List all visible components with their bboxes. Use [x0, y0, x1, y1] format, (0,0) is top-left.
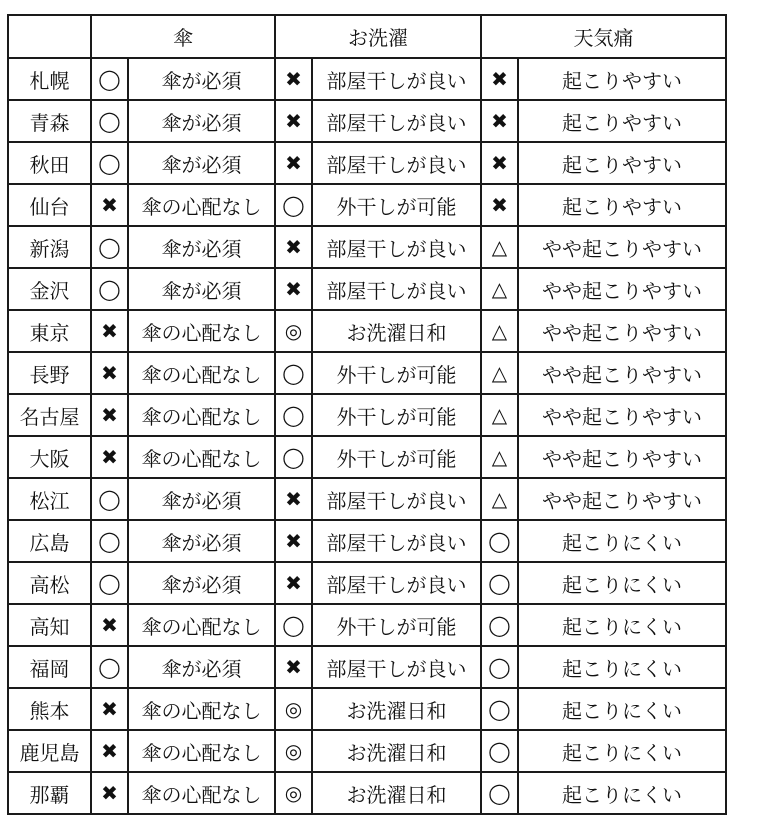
headache-text: 起こりやすい — [518, 100, 726, 142]
headache-text: 起こりにくい — [518, 688, 726, 730]
headache-text: やや起こりやすい — [518, 268, 726, 310]
laundry-mark-icon: ◎ — [275, 730, 312, 772]
laundry-mark-icon: ◯ — [275, 604, 312, 646]
laundry-text: 部屋干しが良い — [312, 100, 481, 142]
umbrella-text: 傘の心配なし — [128, 604, 275, 646]
laundry-text: 部屋干しが良い — [312, 226, 481, 268]
laundry-text: 外干しが可能 — [312, 352, 481, 394]
laundry-text: 外干しが可能 — [312, 436, 481, 478]
headache-mark-icon: △ — [481, 352, 518, 394]
umbrella-text: 傘が必須 — [128, 142, 275, 184]
headache-mark-icon: ✖ — [481, 142, 518, 184]
laundry-text: お洗濯日和 — [312, 310, 481, 352]
headache-mark-icon: ◯ — [481, 688, 518, 730]
umbrella-text: 傘の心配なし — [128, 394, 275, 436]
laundry-mark-icon: ✖ — [275, 562, 312, 604]
headache-text: やや起こりやすい — [518, 226, 726, 268]
table-row — [8, 184, 726, 226]
laundry-text: 部屋干しが良い — [312, 268, 481, 310]
city-cell: 鹿児島 — [8, 730, 91, 772]
umbrella-text: 傘の心配なし — [128, 730, 275, 772]
laundry-mark-icon: ✖ — [275, 268, 312, 310]
headache-mark-icon: ◯ — [481, 604, 518, 646]
umbrella-mark-icon: ◯ — [91, 520, 128, 562]
umbrella-mark-icon: ◯ — [91, 226, 128, 268]
table-row — [8, 226, 726, 268]
laundry-mark-icon: ◎ — [275, 688, 312, 730]
headache-text: やや起こりやすい — [518, 394, 726, 436]
laundry-mark-icon: ✖ — [275, 100, 312, 142]
table-row — [8, 436, 726, 478]
headache-text: 起こりにくい — [518, 646, 726, 688]
city-cell: 高松 — [8, 562, 91, 604]
headache-text: やや起こりやすい — [518, 478, 726, 520]
headache-mark-icon: △ — [481, 478, 518, 520]
umbrella-mark-icon: ✖ — [91, 772, 128, 814]
city-cell: 那覇 — [8, 772, 91, 814]
umbrella-text: 傘が必須 — [128, 520, 275, 562]
umbrella-text: 傘の心配なし — [128, 184, 275, 226]
umbrella-mark-icon: ✖ — [91, 730, 128, 772]
headache-text: 起こりやすい — [518, 142, 726, 184]
table-row — [8, 520, 726, 562]
headache-text: やや起こりやすい — [518, 352, 726, 394]
laundry-text: 部屋干しが良い — [312, 58, 481, 100]
headache-mark-icon: △ — [481, 436, 518, 478]
city-cell: 広島 — [8, 520, 91, 562]
table-row — [8, 142, 726, 184]
umbrella-mark-icon: ✖ — [91, 310, 128, 352]
table-row — [8, 478, 726, 520]
city-cell: 青森 — [8, 100, 91, 142]
laundry-text: 外干しが可能 — [312, 394, 481, 436]
headache-text: 起こりにくい — [518, 604, 726, 646]
laundry-text: 部屋干しが良い — [312, 478, 481, 520]
forecast-table — [7, 14, 727, 815]
table-row — [8, 394, 726, 436]
laundry-mark-icon: ◯ — [275, 184, 312, 226]
umbrella-text: 傘が必須 — [128, 58, 275, 100]
city-cell: 福岡 — [8, 646, 91, 688]
table-header-row — [8, 15, 726, 58]
city-cell: 東京 — [8, 310, 91, 352]
headache-text: 起こりにくい — [518, 562, 726, 604]
table-row — [8, 268, 726, 310]
header-headache: 天気痛 — [481, 15, 726, 58]
city-cell: 名古屋 — [8, 394, 91, 436]
city-cell: 長野 — [8, 352, 91, 394]
umbrella-mark-icon: ✖ — [91, 436, 128, 478]
laundry-mark-icon: ✖ — [275, 646, 312, 688]
umbrella-text: 傘が必須 — [128, 562, 275, 604]
laundry-text: 外干しが可能 — [312, 184, 481, 226]
table-row — [8, 772, 726, 814]
laundry-mark-icon: ✖ — [275, 58, 312, 100]
laundry-text: お洗濯日和 — [312, 772, 481, 814]
umbrella-mark-icon: ◯ — [91, 142, 128, 184]
headache-mark-icon: ✖ — [481, 58, 518, 100]
umbrella-text: 傘が必須 — [128, 268, 275, 310]
laundry-text: お洗濯日和 — [312, 688, 481, 730]
umbrella-text: 傘の心配なし — [128, 688, 275, 730]
forecast-table-container — [7, 14, 727, 815]
city-cell: 仙台 — [8, 184, 91, 226]
city-cell: 新潟 — [8, 226, 91, 268]
headache-mark-icon: ✖ — [481, 184, 518, 226]
table-row — [8, 604, 726, 646]
headache-text: 起こりにくい — [518, 520, 726, 562]
headache-mark-icon: △ — [481, 310, 518, 352]
umbrella-text: 傘の心配なし — [128, 772, 275, 814]
umbrella-mark-icon: ◯ — [91, 646, 128, 688]
laundry-text: 部屋干しが良い — [312, 562, 481, 604]
city-cell: 大阪 — [8, 436, 91, 478]
city-cell: 金沢 — [8, 268, 91, 310]
umbrella-text: 傘が必須 — [128, 646, 275, 688]
umbrella-mark-icon: ◯ — [91, 100, 128, 142]
headache-text: やや起こりやすい — [518, 436, 726, 478]
laundry-text: 部屋干しが良い — [312, 142, 481, 184]
umbrella-text: 傘の心配なし — [128, 352, 275, 394]
headache-text: 起こりにくい — [518, 772, 726, 814]
laundry-text: 外干しが可能 — [312, 604, 481, 646]
table-row — [8, 100, 726, 142]
headache-mark-icon: △ — [481, 226, 518, 268]
laundry-text: 部屋干しが良い — [312, 520, 481, 562]
umbrella-mark-icon: ✖ — [91, 184, 128, 226]
headache-mark-icon: △ — [481, 394, 518, 436]
laundry-mark-icon: ✖ — [275, 142, 312, 184]
headache-mark-icon: △ — [481, 268, 518, 310]
headache-mark-icon: ◯ — [481, 520, 518, 562]
umbrella-text: 傘の心配なし — [128, 436, 275, 478]
header-corner-cell — [8, 15, 91, 58]
laundry-mark-icon: ✖ — [275, 226, 312, 268]
table-row — [8, 646, 726, 688]
umbrella-text: 傘の心配なし — [128, 310, 275, 352]
table-row — [8, 688, 726, 730]
umbrella-mark-icon: ✖ — [91, 352, 128, 394]
table-row — [8, 352, 726, 394]
city-cell: 札幌 — [8, 58, 91, 100]
umbrella-text: 傘が必須 — [128, 478, 275, 520]
city-cell: 熊本 — [8, 688, 91, 730]
laundry-text: お洗濯日和 — [312, 730, 481, 772]
headache-mark-icon: ◯ — [481, 730, 518, 772]
umbrella-mark-icon: ✖ — [91, 688, 128, 730]
city-cell: 高知 — [8, 604, 91, 646]
umbrella-mark-icon: ◯ — [91, 562, 128, 604]
table-row — [8, 58, 726, 100]
table-row — [8, 562, 726, 604]
umbrella-mark-icon: ◯ — [91, 268, 128, 310]
city-cell: 秋田 — [8, 142, 91, 184]
city-cell: 松江 — [8, 478, 91, 520]
laundry-mark-icon: ✖ — [275, 478, 312, 520]
headache-mark-icon: ◯ — [481, 772, 518, 814]
umbrella-text: 傘が必須 — [128, 226, 275, 268]
umbrella-text: 傘が必須 — [128, 100, 275, 142]
umbrella-mark-icon: ◯ — [91, 58, 128, 100]
laundry-mark-icon: ◯ — [275, 436, 312, 478]
laundry-mark-icon: ✖ — [275, 520, 312, 562]
laundry-mark-icon: ◎ — [275, 310, 312, 352]
table-row — [8, 730, 726, 772]
table-row — [8, 310, 726, 352]
headache-text: 起こりやすい — [518, 58, 726, 100]
umbrella-mark-icon: ✖ — [91, 604, 128, 646]
headache-text: やや起こりやすい — [518, 310, 726, 352]
laundry-mark-icon: ◯ — [275, 352, 312, 394]
laundry-mark-icon: ◯ — [275, 394, 312, 436]
laundry-text: 部屋干しが良い — [312, 646, 481, 688]
header-umbrella: 傘 — [91, 15, 275, 58]
headache-text: 起こりやすい — [518, 184, 726, 226]
umbrella-mark-icon: ◯ — [91, 478, 128, 520]
umbrella-mark-icon: ✖ — [91, 394, 128, 436]
header-laundry: お洗濯 — [275, 15, 481, 58]
headache-mark-icon: ◯ — [481, 646, 518, 688]
table-body — [8, 58, 726, 814]
headache-text: 起こりにくい — [518, 730, 726, 772]
laundry-mark-icon: ◎ — [275, 772, 312, 814]
headache-mark-icon: ✖ — [481, 100, 518, 142]
headache-mark-icon: ◯ — [481, 562, 518, 604]
